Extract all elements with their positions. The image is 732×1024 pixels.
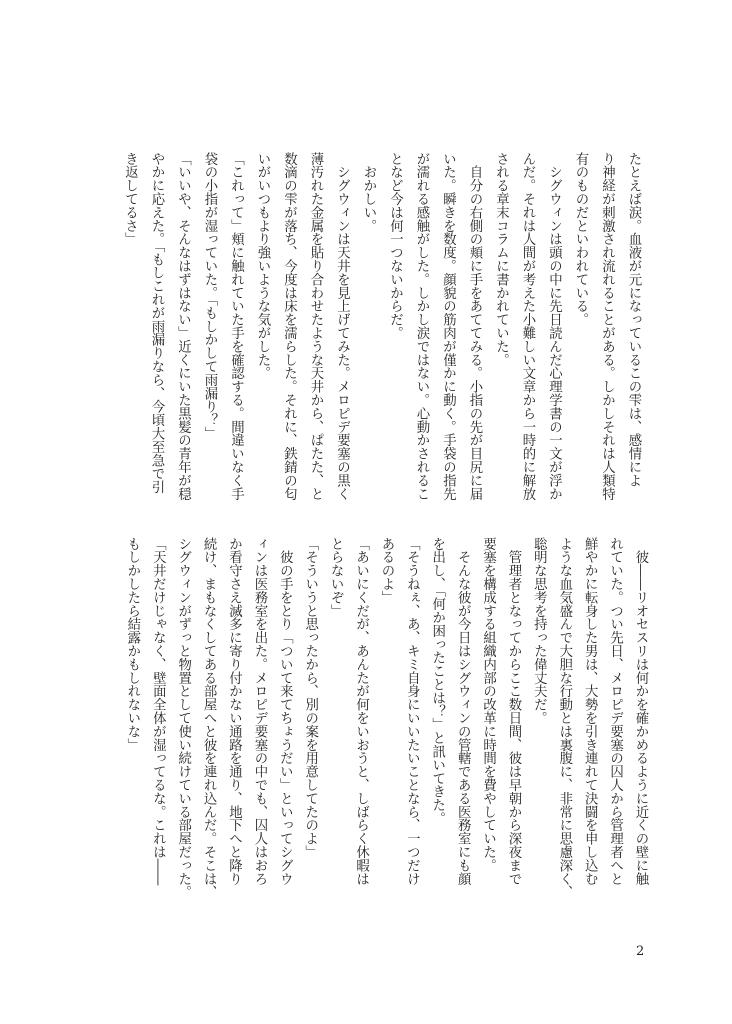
text-column: シグウィンがずっと物置として使い続けている部屋だった。 [175,537,191,899]
text-column: 彼の手をとり「ついて来てちょうだい」といってシグウ [277,537,293,886]
text-column: 自分の右側の頬に手をあててみる。小指の先が目尻に届 [467,152,482,501]
text-column: 「あいにくだが、あんたが何をいおうと、しばらく休暇は [353,537,369,886]
text-column: そんな彼が今日はシグウィンの管轄である医務室にも顔 [455,537,471,886]
text-column: いがいつもより強いような気がした。 [255,152,270,380]
text-column: れていた。つい先日、メロピデ要塞の囚人から管理者へと [607,537,623,886]
text-column: とらないぞ」 [328,537,344,618]
text-column: 「これって」頬に触れていた手を確認する。間違いなく手 [228,152,244,501]
text-column: 「いいや、そんなはずはない」近くにいた黒髪の青年が穏 [175,152,191,501]
text-column: あるのよ」 [378,537,394,604]
text-column: シグウィンは頭の中に先日読んだ心理学書の一文が浮か [546,152,562,501]
upper-text-block [116,152,646,512]
text-column: となど今は何一つないからだ。 [387,152,403,340]
text-column: いた。瞬きを数度。顔貌の筋肉が僅かに動く。手袋の指先 [440,152,456,501]
text-column: 続け、まもなくしてある部屋へと彼を連れ込んだ。そこは、 [201,537,217,899]
lower-text-block [119,537,653,907]
text-column: 有のものだといわれている。 [573,152,588,327]
text-column: ような血気盛んで大胆な行動とは裏腹に、非常に思慮深く、 [556,537,572,899]
text-column: を出し、「何か困ったことは？」と訊いてきた。 [429,537,445,826]
text-column: される章末コラムに書かれていた。 [493,152,509,367]
text-column: んだ。それは人間が考えた小難しい文章から一時的に解放 [520,152,535,501]
text-column: き返してるさ」 [122,152,138,246]
text-column: もしかしたら結露かもしれないな」 [124,537,140,752]
text-column: やかに応えた。「もしこれが雨漏りなら、今頃大至急で引 [149,152,164,494]
text-column: 彼――リオセスリは何かを確かめるように近くの壁に触 [633,537,648,886]
text-column: 管理者となってからここ数日間、彼は早朝から深夜まで [505,537,521,886]
page-number: 2 [636,944,645,959]
text-column: 聡明な思考を持った偉丈夫だ。 [531,537,547,725]
text-column: おかしい。 [361,152,376,233]
text-column: か看守さえ滅多に寄り付かない通路を通り、地下へと降り [226,537,242,886]
text-column: シグウィンは天井を見上げてみた。メロピデ要塞の黒く [334,152,350,501]
text-column: 鮮やかに転身した男は、大勢を引き連れて決闘を申し込む [582,537,598,886]
text-column: り神経が刺激され流れることがある。しかしそれは人類特 [599,152,615,501]
text-column: が濡れる感触がした。しかし涙ではない。心動かされるこ [414,152,429,501]
text-column: 「そうねぇ、あ、キミ自身にいいたいことなら、一つだけ [404,537,420,886]
text-column: たとえば涙。血液が元になっているこの雫は、感情によ [626,152,641,487]
text-column: 袋の小指が湿っていた。「もしかして雨漏り？」 [202,152,217,441]
text-column: 要塞を構成する組織内部の改革に時間を費やしていた。 [480,537,496,872]
text-column: 薄汚れた金属を貼り合わせたような天井から、ぱたた、と [308,152,323,501]
text-column: 「天井だけじゃなく、壁面全体が湿ってるな。これは―― [150,537,166,886]
text-column: ィンは医務室を出た。メロピデ要塞の中でも、囚人はおろ [251,537,267,886]
text-column: 数滴の雫が落ち、今度は床を濡らした。それに、鉄錆の匂 [281,152,297,501]
text-column: 「そういうと思ったから、別の案を用意してたのよ」 [302,537,318,859]
